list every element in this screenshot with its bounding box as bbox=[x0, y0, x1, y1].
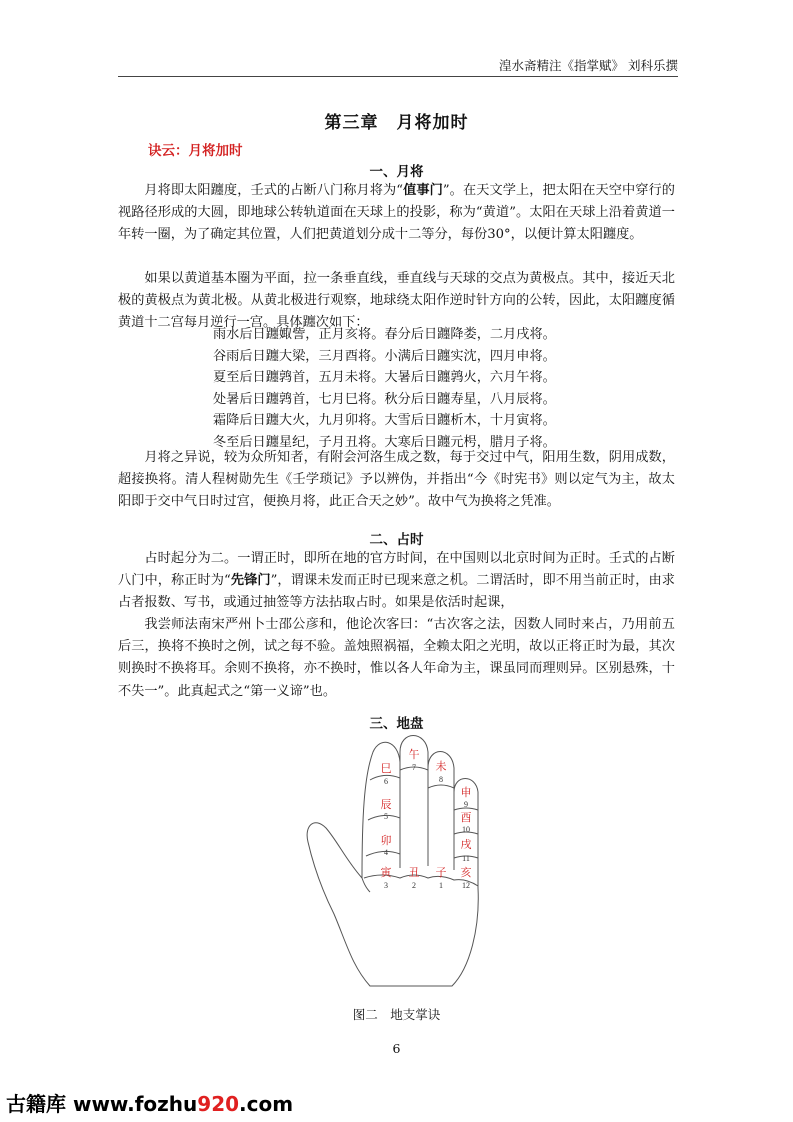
section-title-1: 一、月将 bbox=[369, 164, 424, 180]
palm-number-label: 2 bbox=[412, 881, 416, 890]
palm-number-label: 8 bbox=[439, 775, 443, 784]
palm-number-label: 12 bbox=[462, 881, 470, 890]
palm-branch-label: 子 bbox=[435, 867, 447, 879]
list-item: 处暑后日躔鹑首，七月巳将。秋分后日躔寿星，八月辰将。 bbox=[213, 391, 556, 407]
section-title-2: 二、占时 bbox=[369, 532, 424, 548]
verse-line: 诀云：月将加时 bbox=[148, 143, 243, 159]
list-item: 夏至后日躔鹑首，五月未将。大暑后日躔鹑火，六月午将。 bbox=[213, 370, 556, 386]
palm-number-label: 6 bbox=[384, 777, 388, 786]
palm-number-label: 5 bbox=[384, 812, 388, 821]
list-item: 雨水后日躔娵訾，正月亥将。春分后日躔降娄，二月戌将。 bbox=[213, 327, 556, 342]
section1-paragraph-1: 月将即太阳躔度，壬式的占断八门称月将为“值事门”。在天文学上，把太阳在天空中穿行的视路径形成的大圆，即地球公转轨道面在天球上的投影，称为“黄道”。太阳在天球上沿着黄道一年转一圈，为了确定其位置，人们把黄道划分成十二等分，每份30°，以便计算太阳躔度。 bbox=[118, 183, 675, 243]
section1-paragraph-2: 如果以黄道基本圈为平面，拉一条垂直线，垂直线与天球的交点为黄极点。其中，接近天北极的黄极点为黄北极。从黄北极进行观察，地球绕太阳作逆时针方向的公转，因此，太阳躔度循黄道十二宫每月逆行一宫。具体躔次如下： bbox=[118, 271, 675, 331]
watermark-url: www.fozhu920.com bbox=[72, 1092, 294, 1116]
running-header: 湟水斋精注《指掌赋》 刘科乐撰 bbox=[118, 56, 678, 77]
palm-branch-label: 寅 bbox=[380, 867, 392, 879]
palm-branch-label: 卯 bbox=[380, 835, 392, 847]
palm-branch-label: 未 bbox=[435, 761, 447, 773]
palm-number-label: 4 bbox=[384, 848, 388, 857]
palm-branch-label: 亥 bbox=[460, 867, 472, 879]
figure-caption: 图二 地支掌诀 bbox=[352, 1007, 441, 1022]
watermark-name: 古籍库 bbox=[6, 1092, 66, 1116]
list-item: 霜降后日躔大火，九月卯将。大雪后日躔析木，十月寅将。 bbox=[213, 413, 556, 429]
palm-branch-label: 午 bbox=[408, 749, 420, 761]
section-title-3: 三、地盘 bbox=[369, 716, 424, 732]
chapter-title: 第三章 月将加时 bbox=[324, 113, 469, 133]
page-number: 6 bbox=[392, 1041, 401, 1056]
palm-branch-label: 申 bbox=[460, 787, 472, 799]
hand-outline bbox=[307, 736, 478, 987]
palm-number-label: 7 bbox=[412, 763, 416, 772]
palm-branch-label: 巳 bbox=[380, 763, 392, 775]
palm-number-label: 1 bbox=[439, 881, 443, 890]
palm-number-label: 3 bbox=[384, 881, 388, 890]
palm-branch-label: 戌 bbox=[460, 839, 472, 851]
list-item: 冬至后日躔星纪，子月丑将。大寒后日躔元枵，腊月子将。 bbox=[213, 434, 556, 450]
section1-paragraph-3: 月将之异说，较为众所知者，有附会河洛生成之数，每于交过中气，阳用生数，阴用成数，超接换将。清人程树勋先生《壬学琐记》予以辨伪，并指出“今《时宪书》则以定气为主，故太阳即于交中气日时过宫，便换月将，此正合天之妙”。故中气为换将之凭准。 bbox=[118, 450, 675, 510]
solar-position-list bbox=[213, 324, 613, 454]
palm-number-label: 9 bbox=[464, 800, 468, 809]
section2-paragraph-2: 我尝师法南宋严州卜士邵公彦和，他论次客曰：“古次客之法，因数人同时来占，乃用前五后三，换将不换时之例，试之每不验。盖烛照祸福，全赖太阳之光明，故以正将正时为最，其次则换时不换将耳。余则不换将，亦不换时，惟以各人年命为主，课虽同而理则异。区别悬殊，十不失一”。此真起式之“第一义谛”也。 bbox=[118, 617, 675, 699]
palm-diagram bbox=[300, 728, 500, 1003]
palm-branch-label: 辰 bbox=[380, 799, 392, 811]
list-item: 谷雨后日躔大梁，三月酉将。小满后日躔实沈，四月申将。 bbox=[213, 348, 556, 364]
site-watermark bbox=[6, 1088, 293, 1117]
palm-number-label: 10 bbox=[462, 825, 470, 834]
section2-paragraph-1: 占时起分为二。一谓正时，即所在地的官方时间，在中国则以北京时间为正时。壬式的占断八门中，称正时为“先锋门”，谓课未发而正时已现来意之机。二谓活时，即不用当前正时，由求占者报数、写书，或通过抽签等方法拈取占时。如果是依活时起课， bbox=[118, 551, 675, 611]
palm-number-label: 11 bbox=[462, 854, 470, 863]
palm-branch-label: 丑 bbox=[408, 867, 420, 879]
palm-branch-label: 酉 bbox=[460, 812, 472, 824]
